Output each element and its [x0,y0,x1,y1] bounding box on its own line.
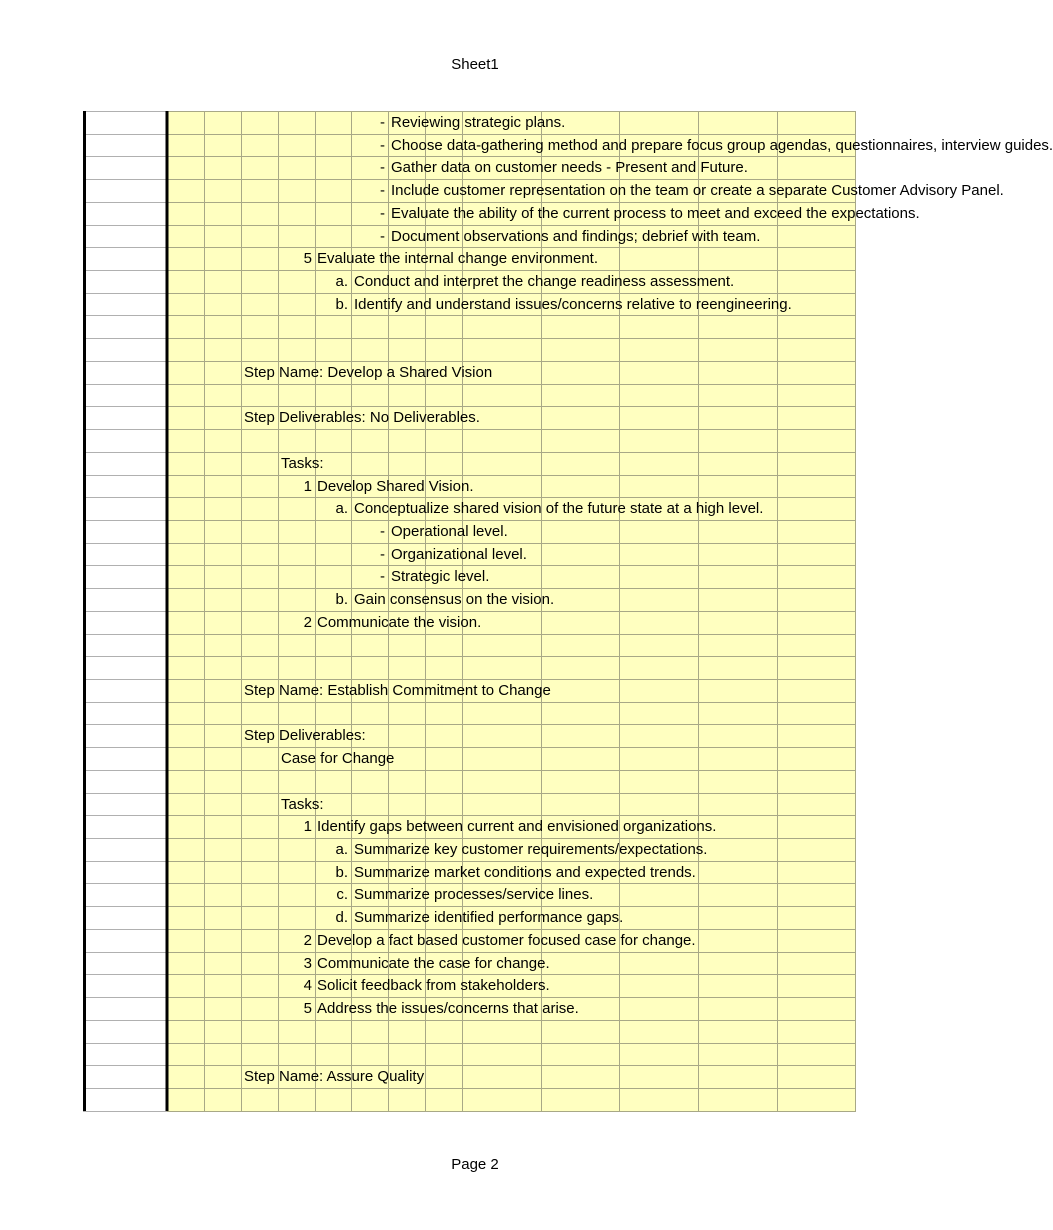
row-marker[interactable]: 4 [303,977,312,994]
sheet-row [83,338,856,361]
row-text[interactable]: Tasks: [281,796,324,813]
sheet-row [83,497,856,520]
row-text[interactable]: Gather data on customer needs - Present and Future. [391,159,748,176]
row-marker[interactable]: a. [335,273,348,290]
row-marker[interactable]: - [380,228,385,245]
sheet-title: Sheet1 [451,56,499,73]
sheet-row [83,679,856,702]
row-text[interactable]: Step Deliverables: [244,727,366,744]
sheet-row [83,952,856,975]
row-text[interactable]: Summarize key customer requirements/expectations. [354,841,708,858]
sheet-row [83,906,856,929]
sheet-row [83,134,1053,157]
row-marker[interactable]: - [380,159,385,176]
row-text[interactable]: Summarize market conditions and expected trends. [354,864,696,881]
row-marker[interactable]: 2 [303,614,312,631]
row-marker[interactable]: 1 [303,478,312,495]
sheet-row [83,747,856,770]
row-marker[interactable]: - [380,568,385,585]
sheet-row [83,1065,856,1088]
sheet-row [83,111,856,134]
row-text[interactable]: Summarize identified performance gaps. [354,909,624,926]
sheet-row [83,702,856,725]
row-text[interactable]: Evaluate the internal change environment. [317,250,599,267]
sheet-row [83,293,856,316]
sheet-row [83,997,856,1020]
row-marker[interactable]: 3 [303,955,312,972]
sheet-row [83,838,856,861]
sheet-row [83,179,1004,202]
rows-container [83,111,1053,1111]
row-text[interactable]: Step Deliverables: No Deliverables. [244,409,480,426]
sheet-row [83,656,856,679]
sheet-row [83,565,856,588]
row-text[interactable]: Evaluate the ability of the current process to meet and exceed the expectations. [391,205,920,222]
row-marker[interactable]: - [380,205,385,222]
sheet-row [83,520,856,543]
sheet-row [83,543,856,566]
row-marker[interactable]: a. [335,500,348,517]
row-marker[interactable]: d. [335,909,348,926]
row-text[interactable]: Step Name: Establish Commitment to Change [244,682,551,699]
row-marker[interactable]: 1 [303,818,312,835]
row-text[interactable]: Strategic level. [391,568,490,585]
row-text[interactable]: Solicit feedback from stakeholders. [317,977,550,994]
row-text[interactable]: Conduct and interpret the change readiness assessment. [354,273,735,290]
row-text[interactable]: Operational level. [391,523,508,540]
sheet-row [83,315,856,338]
row-marker[interactable]: - [380,523,385,540]
row-marker[interactable]: - [380,182,385,199]
row-marker[interactable]: b. [335,864,348,881]
row-marker[interactable]: 5 [303,250,312,267]
sheet-row [83,793,856,816]
row-text[interactable]: Address the issues/concerns that arise. [317,1000,579,1017]
sheet-row [83,1088,856,1111]
row-text[interactable]: Summarize processes/service lines. [354,886,594,903]
row-text[interactable]: Gain consensus on the vision. [354,591,555,608]
row-text[interactable]: Communicate the case for change. [317,955,550,972]
sheet-row [83,247,856,270]
row-marker[interactable]: - [380,114,385,131]
row-marker[interactable]: 5 [303,1000,312,1017]
sheet-row [83,724,856,747]
row-text[interactable]: Develop a fact based customer focused case for change. [317,932,696,949]
row-marker[interactable]: b. [335,591,348,608]
row-text[interactable]: Tasks: [281,455,324,472]
sheet-row [83,588,856,611]
sheet-row [83,361,856,384]
row-text[interactable]: Document observations and findings; debrief with team. [391,228,761,245]
row-text[interactable]: Identify and understand issues/concerns relative to reengineering. [354,296,792,313]
row-text[interactable]: Communicate the vision. [317,614,482,631]
spreadsheet-grid[interactable] [83,111,1053,1111]
row-text[interactable]: Identify gaps between current and envisioned organizations. [317,818,717,835]
sheet-row [83,202,920,225]
sheet-row [83,1043,856,1066]
sheet-row [83,883,856,906]
row-text[interactable]: Step Name: Assure Quality [244,1068,425,1085]
sheet-row [83,929,856,952]
row-text[interactable]: Develop Shared Vision. [317,478,474,495]
row-text[interactable]: Include customer representation on the team or create a separate Customer Advisory Panel. [391,182,1004,199]
sheet-row [83,770,856,793]
sheet-row [83,1020,856,1043]
sheet-row [83,270,856,293]
row-marker[interactable]: - [380,137,385,154]
row-marker[interactable]: 2 [303,932,312,949]
sheet-row [83,861,856,884]
row-marker[interactable]: c. [336,886,348,903]
sheet-row [83,225,856,248]
sheet-row [83,406,856,429]
sheet-row [83,452,856,475]
sheet-row [83,815,856,838]
row-text[interactable]: Choose data-gathering method and prepare focus group agendas, questionnaires, interview guides. [391,137,1053,154]
sheet-row [83,475,856,498]
sheet-row [83,429,856,452]
sheet-row [83,611,856,634]
sheet-row [83,156,856,179]
sheet-row [83,634,856,657]
row-text[interactable]: Case for Change [281,750,395,767]
row-text[interactable]: Reviewing strategic plans. [391,114,566,131]
sheet-row [83,384,856,407]
row-marker[interactable]: b. [335,296,348,313]
row-text[interactable]: Organizational level. [391,546,527,563]
row-text[interactable]: Step Name: Develop a Shared Vision [244,364,493,381]
row-marker[interactable]: a. [335,841,348,858]
row-marker[interactable]: - [380,546,385,563]
page-number: Page 2 [451,1156,499,1173]
sheet-row [83,974,856,997]
row-text[interactable]: Conceptualize shared vision of the future state at a high level. [354,500,764,517]
